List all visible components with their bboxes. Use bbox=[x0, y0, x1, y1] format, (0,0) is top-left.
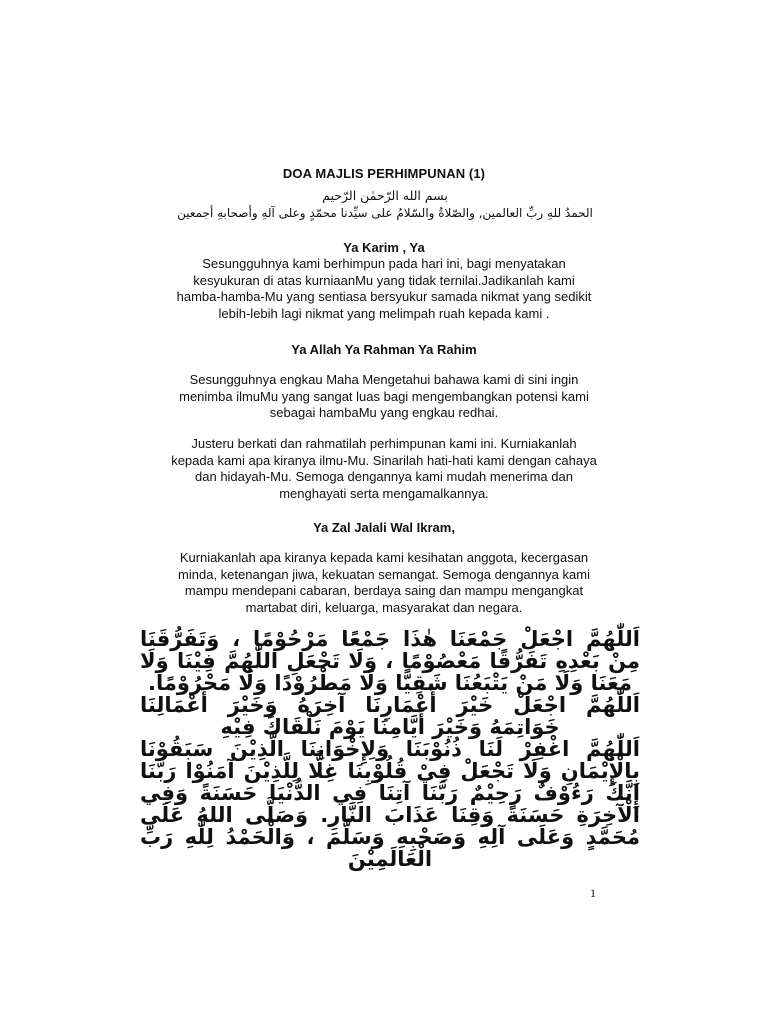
page-number: 1 bbox=[590, 886, 596, 900]
arabic-prayer-line-1: اَللّٰهُمَّ اجْعَلْ جَمْعَنَا هٰذَا جَمْعًا مَرْحُوْمًا ، وَتَفَرُّقَنَا مِنْ بَعْدِهِ تَفَرُّقًا مَعْصُوْمًا ، وَلَا تَجْعَلِ اللّٰهُمَّ فِيْنَا وَلَا مَعَنَا وَلَا مَنْ يَتْبَعُنَا شَقِيًّا وَلَا مَطْرُوْدًا وَلَا مَحْرُوْمًا. bbox=[140, 627, 640, 695]
arabic-basmalah: بسم الله الرّحمٰن الرّحيم bbox=[322, 188, 448, 203]
document-title: DOA MAJLIS PERHIMPUNAN (1) bbox=[282, 166, 486, 181]
arabic-prayer-line-3: اَللّٰهُمَّ اغْفِرْ لَنَا ذُنُوْبَنَا وَلِإِخْوَانِنَا الَّذِيْنَ سَبَقُوْنَا بِالْإِيْمَانِ وَلَا تَجْعَلْ فِيْ قُلُوْبِنَا غِلًّا لِلَّذِيْنَ آمَنُوْا رَبَّنَا إِنَّكَ رَءُوْفٌ رَحِيْمٌ رَبَّنَا آتِنَا فِي الدُّنْيَا حَسَنَةً وَفِي الْآخِرَةِ حَسَنَةً وَقِنَا عَذَابَ النَّارِ. وَصَلَّى اللهُ عَلَى مُحَمَّدٍ وَعَلَى آلِهِ وَصَحْبِهِ وَسَلَّمَ ، وَالْحَمْدُ لِلّٰهِ رَبِّ الْعَالَمِيْنَ bbox=[140, 737, 640, 871]
arabic-prayer-block bbox=[140, 628, 640, 870]
arabic-opening-praise: الحمدُ للهِ ربِّ العالمين, والصّلاةُ والسّلامُ على سيِّدنا محمّدٍ وعلى آلهِ وأصحابهِ أجمعين bbox=[177, 206, 593, 220]
section-paragraph-3: Justeru berkati dan rahmatilah perhimpunan kami ini. Kurniakanlah kepada kami apa kiranya ilmu-Mu. Sinarilah hati-hati kami dengan cahaya dan hidayah-Mu. Semoga dengannya kami mudah menerima dan menghayati serta mengamalkannya. bbox=[171, 436, 597, 501]
section-heading-1: Ya Karim , Ya bbox=[343, 240, 425, 255]
section-paragraph-2: Sesungguhnya engkau Maha Mengetahui bahawa kami di sini ingin menimba ilmuMu yang sangat luas bagi mengembangkan potensi kami sebagai hambaMu yang engkau redhai. bbox=[179, 372, 589, 420]
section-paragraph-1: Sesungguhnya kami berhimpun pada hari ini, bagi menyatakan kesyukuran di atas kurniaanMu yang tidak ternilai.Jadikanlah kami hamba-hamba-Mu yang sentiasa bersyukur samada nikmat yang sedikit lebih-lebih lagi nikmat yang melimpah ruah kepada kami . bbox=[176, 256, 592, 321]
section-heading-3: Ya Zal Jalali Wal Ikram, bbox=[313, 520, 455, 535]
section-heading-2: Ya Allah Ya Rahman Ya Rahim bbox=[291, 342, 477, 357]
arabic-prayer-line-2: اَللّٰهُمَّ اجْعَلْ خَيْرَ أَعْمَارِنَا آخِرَهُ وَخَيْرَ أَعْمَالِنَا خَوَاتِمَهُ وَخَيْرَ أَيَّامِنَا يَوْمَ نَلْقَاكَ فِيْهِ bbox=[140, 693, 640, 739]
section-paragraph-4: Kurniakanlah apa kiranya kepada kami kesihatan anggota, kecergasan minda, ketenangan jiwa, kekuatan semangat. Semoga dengannya kami mampu mendepani cabaran, berdaya saing dan mampu mengangkat martabat diri, keluarga, masyarakat dan negara. bbox=[178, 550, 590, 615]
